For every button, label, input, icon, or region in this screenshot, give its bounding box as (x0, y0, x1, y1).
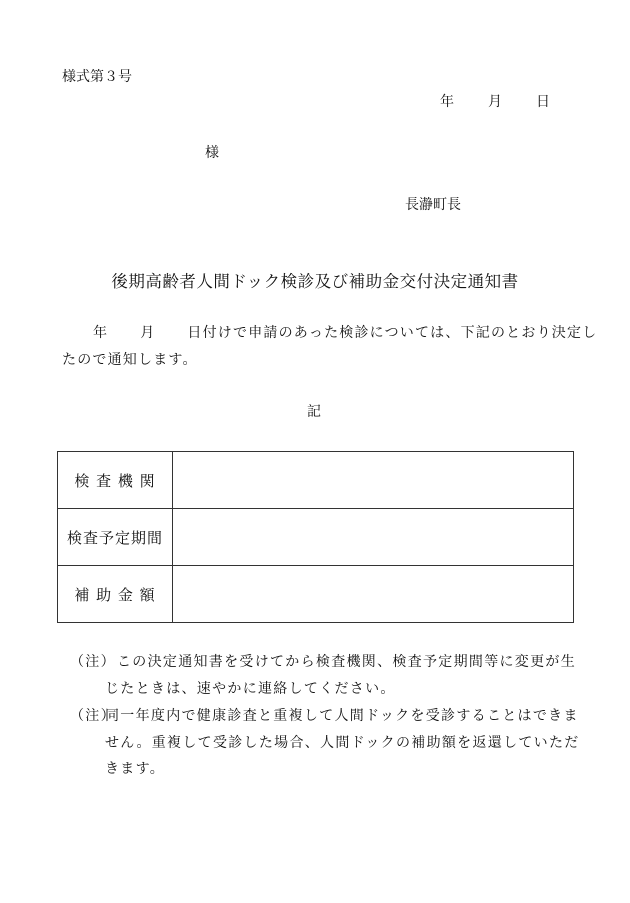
form-number: 様式第３号 (62, 69, 132, 85)
row-label: 検査予定期間 (58, 509, 173, 566)
table-row (58, 509, 574, 566)
row-value (173, 452, 574, 509)
row-value (173, 566, 574, 623)
body-year: 年 (93, 325, 109, 341)
note-tag: （注） (70, 654, 116, 670)
note-text: 同一年度内で健康診査と重複して人間ドックを受診することはできません。重複して受診した場合、人間ドックの補助額を返還していただきます。 (105, 708, 580, 777)
date-month: 月 (488, 94, 502, 110)
row-label: 補 助 金 額 (58, 566, 173, 623)
note-tag: （注） (70, 708, 116, 724)
body-line-1 (93, 326, 597, 340)
issuer: 長瀞町長 (405, 197, 461, 213)
row-label: 検 査 機 関 (58, 452, 173, 509)
addressee-suffix: 様 (205, 145, 219, 161)
note-1 (70, 649, 580, 702)
row-value (173, 509, 574, 566)
table-row (58, 566, 574, 623)
date-year: 年 (440, 94, 454, 110)
date-day: 日 (536, 94, 550, 110)
body-month: 月 (140, 325, 156, 341)
note-text: この決定通知書を受けてから検査機関、検査予定期間等に変更が生じたときは、速やかに連絡してください。 (105, 654, 576, 697)
table-row (58, 452, 574, 509)
page-title: 後期高齢者人間ドック検診及び補助金交付決定通知書 (111, 272, 519, 291)
note-2 (70, 703, 580, 783)
date-line (440, 95, 550, 109)
body-line-2: たので通知します。 (62, 352, 198, 368)
ki-heading: 記 (307, 404, 321, 420)
details-table (57, 451, 574, 623)
body-line1-rest: 日付けで申請のあった検診については、下記のとおり決定し (187, 325, 598, 341)
